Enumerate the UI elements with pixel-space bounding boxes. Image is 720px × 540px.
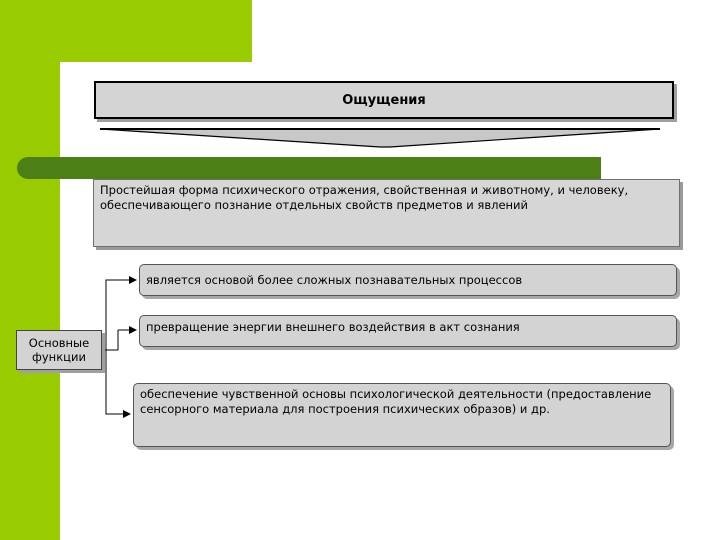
title-text: Ощущения bbox=[342, 92, 426, 108]
function-text-3: обеспечение чувственной основы психологической деятельности (предоставление сенсорного материала для построения психических образов) и др. bbox=[140, 387, 652, 416]
function-box-1 bbox=[139, 264, 677, 296]
function-text-1: является основой более сложных познавательных процессов bbox=[146, 272, 523, 287]
functions-label-text: Основные функции bbox=[28, 336, 90, 364]
definition-text: Простейшая форма психического отражения, свойственная и животному, и человеку, обеспечивающего познание отдельных свойств предметов и явлений bbox=[100, 183, 629, 212]
functions-label-box bbox=[16, 330, 102, 370]
function-text-2: превращение энергии внешнего воздействия в акт сознания bbox=[146, 320, 520, 334]
function-box-2 bbox=[139, 315, 677, 347]
function-box-3 bbox=[133, 383, 671, 447]
